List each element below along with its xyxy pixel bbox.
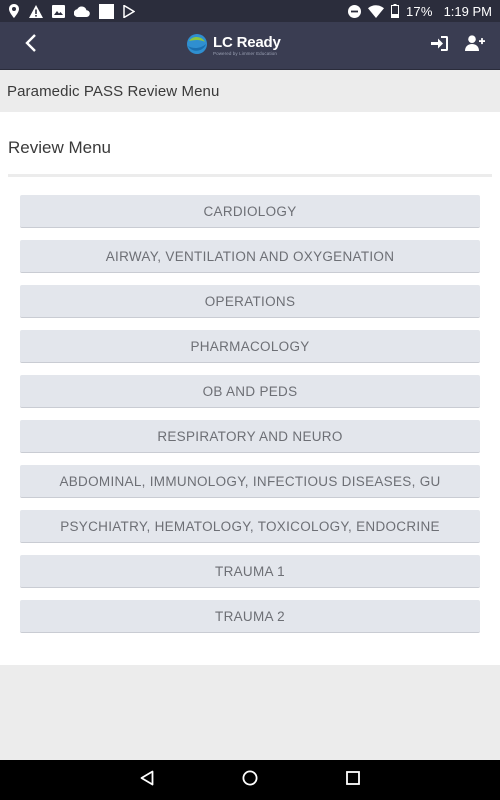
do-not-disturb-icon	[348, 5, 361, 18]
cloud-icon	[74, 6, 90, 17]
battery-percent: 17%	[405, 3, 433, 19]
menu-item-trauma-2[interactable]: TRAUMA 2	[20, 600, 480, 633]
breadcrumb	[0, 70, 500, 112]
sign-in-button[interactable]	[428, 35, 450, 57]
nav-back-icon	[140, 770, 154, 791]
system-nav-bar	[0, 760, 500, 800]
menu-item-ob-peds[interactable]: OB AND PEDS	[20, 375, 480, 408]
wifi-icon	[368, 5, 384, 18]
menu-item-abdominal[interactable]: ABDOMINAL, IMMUNOLOGY, INFECTIOUS DISEASES, GU	[20, 465, 480, 498]
logo-subtitle: Powered by Limmer Education	[213, 51, 277, 57]
play-store-icon	[123, 5, 135, 18]
menu-item-respiratory-neuro[interactable]: RESPIRATORY AND NEURO	[20, 420, 480, 453]
menu-item-pharmacology[interactable]: PHARMACOLOGY	[20, 330, 480, 363]
add-user-button[interactable]	[464, 35, 486, 57]
status-left-icons	[8, 4, 135, 19]
add-user-icon	[465, 35, 485, 56]
menu-item-psychiatry[interactable]: PSYCHIATRY, HEMATOLOGY, TOXICOLOGY, ENDOCRINE	[20, 510, 480, 543]
status-bar	[0, 0, 500, 22]
back-arrow-icon	[25, 34, 37, 57]
square-icon	[99, 4, 114, 19]
menu-item-operations[interactable]: OPERATIONS	[20, 285, 480, 318]
sign-in-icon	[431, 36, 448, 56]
app-logo	[186, 31, 281, 61]
review-menu-panel	[0, 112, 500, 665]
title-divider	[8, 174, 492, 177]
menu-item-cardiology[interactable]: CARDIOLOGY	[20, 195, 480, 228]
battery-icon	[391, 4, 399, 18]
page-title: Review Menu	[8, 138, 111, 157]
logo-title: LC Ready	[213, 34, 281, 52]
nav-back-button[interactable]	[133, 766, 161, 794]
review-menu-list	[20, 195, 480, 633]
breadcrumb-text: Paramedic PASS Review Menu	[7, 82, 220, 100]
location-pin-icon	[8, 4, 20, 18]
header-actions	[428, 35, 486, 57]
status-right-icons	[348, 4, 492, 19]
image-icon	[52, 5, 65, 18]
menu-item-airway[interactable]: AIRWAY, VENTILATION AND OXYGENATION	[20, 240, 480, 273]
nav-home-icon	[242, 770, 258, 791]
logo-globe-icon	[186, 33, 208, 60]
back-button[interactable]	[20, 35, 42, 57]
nav-home-button[interactable]	[236, 766, 264, 794]
nav-recents-button[interactable]	[339, 766, 367, 794]
menu-item-trauma-1[interactable]: TRAUMA 1	[20, 555, 480, 588]
status-time: 1:19 PM	[443, 3, 492, 19]
warning-icon	[29, 5, 43, 18]
nav-recents-icon	[346, 771, 360, 790]
app-header	[0, 22, 500, 70]
